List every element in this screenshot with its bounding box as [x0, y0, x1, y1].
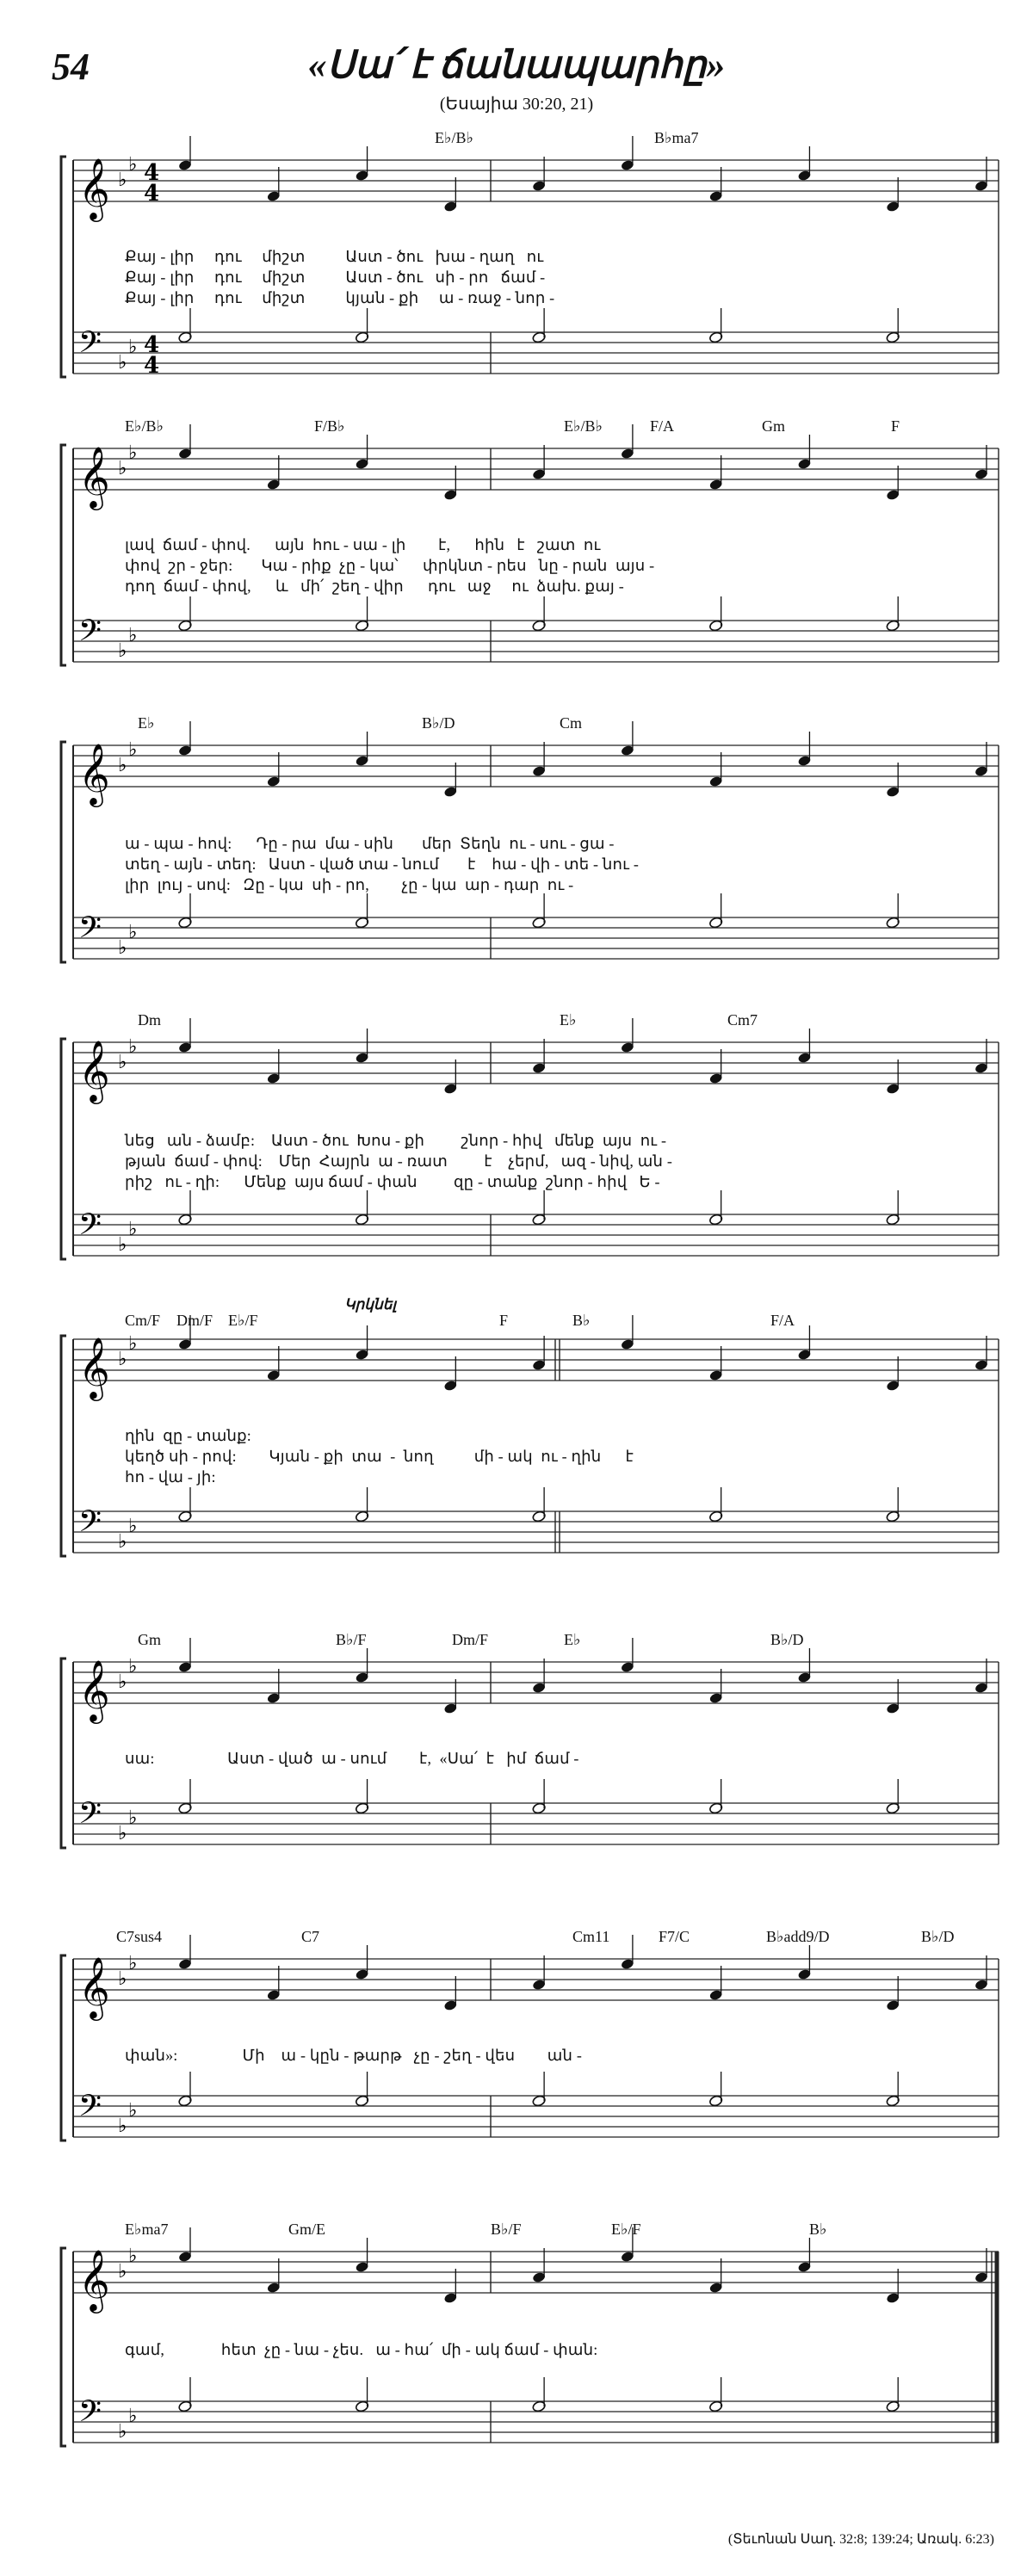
- music-system-8: [47, 2221, 1003, 2496]
- chord-symbol: Cm/F: [125, 1312, 161, 1329]
- lyrics-verse-3: րիշ ու - ղի: Մենք այս ճամ - փան զը - տանք շնոր - հիվ Ե -: [125, 1173, 660, 1190]
- music-system-3: [47, 714, 1003, 981]
- treble-clef-icon: 𝄞: [78, 445, 110, 508]
- chord-symbol: Dm/F: [176, 1312, 213, 1329]
- flat-icon: ♭: [128, 739, 138, 761]
- chord-symbol: Gm/E: [288, 2221, 325, 2238]
- treble-clef-icon: 𝄞: [78, 157, 110, 219]
- treble-clef-icon: 𝄞: [78, 1336, 110, 1399]
- chord-symbol: C7: [301, 1928, 320, 1945]
- chord-symbol: E♭: [560, 1011, 577, 1029]
- repeat-marking: Կրկնել: [344, 1296, 397, 1313]
- music-system-1: [47, 129, 1003, 387]
- chord-symbol: E♭: [564, 1631, 581, 1648]
- bass-clef-icon: 𝄢: [78, 910, 102, 952]
- chord-symbol: Dm/F: [452, 1631, 489, 1648]
- flat-icon: ♭: [118, 2116, 127, 2137]
- lyrics-verse-1: ղին զը - տանք:: [125, 1427, 251, 1444]
- treble-clef-icon: 𝄞: [78, 2248, 110, 2311]
- lyrics-verse-3: Քայ - լիր դու միշտ կյան - քի ա - ռաջ - նոր -: [125, 289, 555, 306]
- flat-icon: ♭: [118, 1531, 127, 1553]
- flat-icon: ♭: [118, 1968, 127, 1990]
- chord-symbol: B♭ma7: [654, 129, 699, 146]
- lyrics-verse-2: թյան ճամ - փով: Մեր Հայրն ա - ռատ է չերմ, ազ - նիվ, ան -: [125, 1152, 673, 1170]
- time-signature: 4: [144, 159, 160, 186]
- chord-symbol: E♭/B♭: [125, 417, 164, 435]
- chord-symbol: E♭: [138, 714, 155, 732]
- lyrics-verse-1: Քայ - լիր դու միշտ Աստ - ծու խա - ղաղ ու: [125, 248, 544, 265]
- bass-clef-icon: 𝄢: [78, 2088, 102, 2130]
- chord-symbol: F: [499, 1312, 509, 1329]
- lyrics-verse-1: սա: Աստ - ված ա - սում է, «Սա՛ է իմ ճամ -: [125, 1750, 579, 1767]
- chord-symbol: F7/C: [659, 1928, 690, 1945]
- system-bracket: [61, 742, 66, 962]
- chord-symbol: E♭/F: [228, 1312, 258, 1329]
- chord-symbol: B♭: [809, 2221, 827, 2238]
- flat-icon: ♭: [128, 1333, 138, 1355]
- chord-symbol: E♭/B♭: [435, 129, 473, 146]
- chord-symbol: B♭/D: [770, 1631, 804, 1648]
- lyrics-verse-1: փան»: Մի ա - կըն - թարթ չը - շեղ - վես ան -: [125, 2047, 583, 2064]
- flat-icon: ♭: [118, 640, 127, 662]
- music-system-2: [47, 417, 1003, 684]
- treble-clef-icon: 𝄞: [78, 1955, 110, 2018]
- flat-icon: ♭: [118, 937, 127, 959]
- system-bracket: [61, 1336, 66, 1556]
- chord-symbol: Cm: [560, 714, 583, 732]
- chord-symbol: B♭add9/D: [766, 1928, 830, 1945]
- flat-icon: ♭: [128, 2406, 138, 2427]
- page-number: 54: [52, 46, 90, 88]
- bass-clef-icon: 𝄢: [78, 1504, 102, 1546]
- flat-icon: ♭: [118, 1052, 127, 1073]
- lyrics-verse-1: ա - պա - հով: Դը - րա մա - սին մեր Տեղն ու - սու - ցա -: [125, 835, 615, 852]
- flat-icon: ♭: [128, 1516, 138, 1537]
- time-signature: 4: [144, 352, 160, 379]
- lyrics-verse-3: հո - վա - յի:: [125, 1468, 216, 1486]
- lyrics-verse-2: Քայ - լիր դու միշտ Աստ - ծու սի - րո ճամ -: [125, 269, 546, 286]
- chord-symbol: F/B♭: [314, 417, 345, 435]
- treble-clef-icon: 𝄞: [78, 1039, 110, 1102]
- bass-clef-icon: 𝄢: [78, 324, 102, 367]
- time-signature: 4: [144, 180, 160, 207]
- flat-icon: ♭: [128, 1219, 138, 1240]
- flat-icon: ♭: [128, 1807, 138, 1829]
- page-header: [0, 0, 1033, 112]
- bass-clef-icon: 𝄢: [78, 2394, 102, 2436]
- chord-symbol: Dm: [138, 1011, 161, 1029]
- lyrics-verse-1: լավ ճամ - փով. այն հու - սա - լի է, հին է շատ ու: [125, 536, 601, 553]
- lyrics-verse-1: գամ, հետ չը - նա - չես. ա - հա՛ մի - ակ ճամ - փան:: [125, 2341, 598, 2358]
- footer-references: (Տեւոնան Սաղ. 32:8; 139:24; Առակ. 6:23): [727, 2532, 994, 2547]
- lyrics-verse-2: փով շր - ջեր: Կա - րիք չը - կա՝ փրկնտ - րես նը - րան այս -: [125, 557, 655, 574]
- flat-icon: ♭: [118, 2421, 127, 2443]
- chord-symbol: B♭/F: [336, 1631, 367, 1648]
- flat-icon: ♭: [118, 352, 127, 374]
- treble-clef-icon: 𝄞: [78, 742, 110, 805]
- chord-symbol: C7sus4: [116, 1928, 163, 1945]
- flat-icon: ♭: [128, 2246, 138, 2267]
- flat-icon: ♭: [118, 1349, 127, 1370]
- flat-icon: ♭: [118, 170, 127, 191]
- bass-clef-icon: 𝄢: [78, 613, 102, 655]
- flat-icon: ♭: [118, 1823, 127, 1844]
- music-system-7: [47, 1928, 1003, 2186]
- chord-symbol: Gm: [762, 417, 785, 435]
- system-bracket: [61, 1955, 66, 2140]
- system-bracket: [61, 445, 66, 665]
- chord-symbol: Gm: [138, 1631, 161, 1648]
- lyrics-verse-2: տեղ - այն - տեղ: Աստ - ված տա - նում է հա - վի - տե - նու -: [125, 856, 640, 873]
- chord-symbol: E♭ma7: [125, 2221, 169, 2238]
- chord-symbol: B♭/D: [921, 1928, 955, 1945]
- flat-icon: ♭: [128, 337, 138, 358]
- flat-icon: ♭: [128, 922, 138, 943]
- flat-icon: ♭: [118, 1234, 127, 1256]
- flat-icon: ♭: [128, 1953, 138, 1974]
- time-signature: 4: [144, 331, 160, 358]
- bass-clef-icon: 𝄢: [78, 1207, 102, 1249]
- system-bracket: [61, 157, 66, 377]
- flat-icon: ♭: [118, 1671, 127, 1693]
- music-system-4: [47, 1011, 1003, 1278]
- chord-symbol: E♭/F: [611, 2221, 641, 2238]
- chord-symbol: E♭/B♭: [564, 417, 603, 435]
- lyrics-verse-3: լիր լույ - սով: Զը - կա սի - րո, չը - կա ար - դար ու -: [125, 876, 574, 893]
- flat-icon: ♭: [118, 2261, 127, 2283]
- chord-symbol: B♭: [572, 1312, 591, 1329]
- lyrics-verse-1: նեց ան - ձամբ: Աստ - ծու Խոս - քի շնոր - հիվ մենք այս ու -: [125, 1132, 667, 1149]
- flat-icon: ♭: [118, 755, 127, 776]
- flat-icon: ♭: [128, 154, 138, 176]
- chord-symbol: F: [891, 417, 900, 435]
- flat-icon: ♭: [128, 442, 138, 464]
- chord-symbol: Cm7: [727, 1011, 758, 1029]
- chord-symbol: Cm11: [572, 1928, 610, 1945]
- bass-clef-icon: 𝄢: [78, 1795, 102, 1838]
- flat-icon: ♭: [118, 458, 127, 479]
- chord-symbol: B♭/F: [491, 2221, 522, 2238]
- scripture-reference: (Եսայիա 30:20, 21): [439, 95, 594, 114]
- system-bracket: [61, 2248, 66, 2446]
- system-bracket: [61, 1039, 66, 1259]
- song-title: «Սա՛ է ճանապարհը»: [307, 44, 726, 86]
- flat-icon: ♭: [128, 1036, 138, 1058]
- chord-symbol: F/A: [650, 417, 675, 435]
- chord-symbol: B♭/D: [422, 714, 455, 732]
- music-system-5: [47, 1296, 1003, 1575]
- chord-symbol: F/A: [770, 1312, 795, 1329]
- treble-clef-icon: 𝄞: [78, 1659, 110, 1721]
- system-bracket: [61, 1659, 66, 1848]
- flat-icon: ♭: [128, 2100, 138, 2122]
- flat-icon: ♭: [128, 1656, 138, 1677]
- lyrics-verse-3: դող ճամ - փով, և մի՛ շեղ - վիր դու աջ ու ձախ. քայ -: [125, 578, 624, 595]
- lyrics-verse-2: կեղծ սի - րով: Կյան - քի տա - նող մի - ակ ու - ղին է: [125, 1448, 634, 1465]
- music-system-6: [47, 1631, 1003, 1889]
- flat-icon: ♭: [128, 625, 138, 646]
